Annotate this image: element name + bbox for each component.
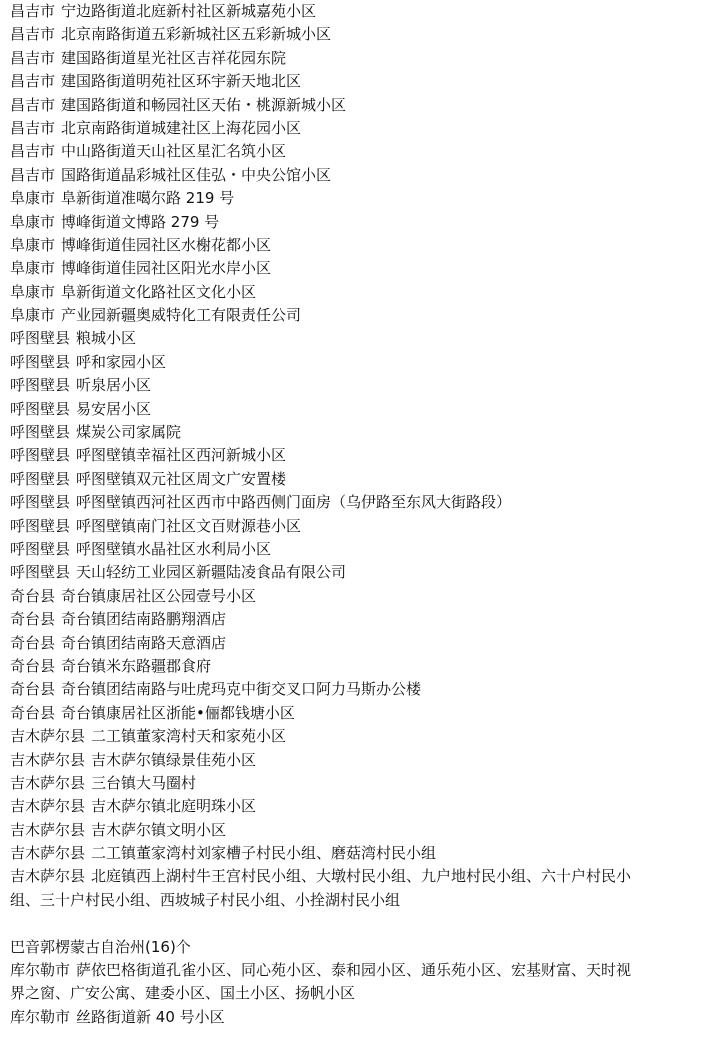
region-name: 库尔勒市 (10, 1007, 71, 1026)
location-text: 呼和家园小区 (76, 352, 167, 371)
list-item (10, 608, 636, 631)
list-item (10, 94, 636, 117)
region-name: 昌吉市 (10, 118, 56, 137)
list-item (10, 70, 636, 93)
location-text: 呼图壁镇水晶社区水利局小区 (76, 539, 272, 558)
region-name: 昌吉市 (10, 72, 56, 91)
list-item (10, 749, 636, 772)
region-name: 奇台县 (10, 680, 56, 699)
location-text: 二工镇董家湾村天和家苑小区 (91, 727, 287, 746)
region-name: 奇台县 (10, 610, 56, 629)
region-name: 吉木萨尔县 (10, 797, 86, 816)
region-name: 吉木萨尔县 (10, 867, 86, 886)
region-name: 呼图壁县 (10, 352, 71, 371)
location-text: 博峰街道佳园社区水榭花都小区 (61, 235, 272, 254)
list-item (10, 538, 636, 561)
region-name: 呼图壁县 (10, 446, 71, 465)
region-name: 昌吉市 (10, 48, 56, 67)
region-name: 阜康市 (10, 189, 56, 208)
list-item (10, 47, 636, 70)
region-name: 奇台县 (10, 703, 56, 722)
list-item (10, 561, 636, 584)
region-name: 吉木萨尔县 (10, 773, 86, 792)
location-text: 建国路街道和畅园社区天佑・桃源新城小区 (61, 95, 347, 114)
region-name: 呼图壁县 (10, 399, 71, 418)
region-name: 呼图壁县 (10, 493, 71, 512)
location-text: 中山路街道天山社区星汇名筑小区 (61, 142, 287, 161)
region-name: 奇台县 (10, 633, 56, 652)
list-item (10, 632, 636, 655)
list-item (10, 0, 636, 23)
region-name: 阜康市 (10, 235, 56, 254)
list-item (10, 1006, 636, 1029)
region-name: 阜康市 (10, 282, 56, 301)
location-text: 易安居小区 (76, 399, 152, 418)
list-item (10, 795, 636, 818)
region-name: 阜康市 (10, 259, 56, 278)
location-text: 奇台镇团结南路与吐虎玛克中街交叉口阿力马斯办公楼 (61, 680, 422, 699)
list-item (10, 842, 636, 865)
location-text: 粮城小区 (76, 329, 137, 348)
location-text: 北庭镇西上湖村牛王宫村民小组、大墩村民小组、九户地村民小组、六十户村民小组、三十户村民小组、西坡城子村民小组、小拴湖村民小组 (10, 867, 632, 909)
list-item (10, 374, 636, 397)
location-text: 产业园新疆奥威特化工有限责任公司 (61, 306, 302, 325)
list-item (10, 655, 636, 678)
region-name: 昌吉市 (10, 165, 56, 184)
list-item (10, 725, 636, 748)
list-item (10, 959, 636, 1006)
location-text: 博峰街道佳园社区阳光水岸小区 (61, 259, 272, 278)
region-name: 奇台县 (10, 586, 56, 605)
region-name: 昌吉市 (10, 25, 56, 44)
location-text: 国路街道晶彩城社区佳弘・中央公馆小区 (61, 165, 332, 184)
entry-list (10, 0, 636, 865)
location-text: 奇台镇团结南路鹏翔酒店 (61, 610, 227, 629)
list-item (10, 398, 636, 421)
list-item (10, 585, 636, 608)
list-item (10, 234, 636, 257)
region-name: 呼图壁县 (10, 539, 71, 558)
region-name: 昌吉市 (10, 95, 56, 114)
section-heading: 巴音郭楞蒙古自治州(16)个 (10, 937, 191, 956)
location-text: 阜新街道准噶尔路 219 号 (61, 189, 235, 208)
list-item (10, 164, 636, 187)
location-text: 天山轻纺工业园区新疆陆凌食品有限公司 (76, 563, 347, 582)
list-item (10, 327, 636, 350)
location-text: 呼图壁镇双元社区周文广安置楼 (76, 469, 287, 488)
list-item (10, 140, 636, 163)
location-text: 三台镇大马圈村 (91, 773, 197, 792)
region-name: 阜康市 (10, 212, 56, 231)
location-text: 听泉居小区 (76, 376, 152, 395)
location-text: 呼图壁镇幸福社区西河新城小区 (76, 446, 287, 465)
list-item (10, 702, 636, 725)
list-item (10, 304, 636, 327)
location-text: 北京南路街道城建社区上海花园小区 (61, 118, 302, 137)
location-text: 奇台镇康居社区浙能•俪都钱塘小区 (61, 703, 295, 722)
location-text: 丝路街道新 40 号小区 (76, 1007, 225, 1026)
list-item (10, 468, 636, 491)
region-name: 呼图壁县 (10, 329, 71, 348)
document-page (10, 0, 636, 1029)
location-text: 博峰街道文博路 279 号 (61, 212, 220, 231)
list-item (10, 678, 636, 701)
list-item (10, 772, 636, 795)
region-name: 奇台县 (10, 656, 56, 675)
location-text: 吉木萨尔镇绿景佳苑小区 (91, 750, 257, 769)
region-name: 吉木萨尔县 (10, 844, 86, 863)
region-name: 呼图壁县 (10, 563, 71, 582)
region-name: 阜康市 (10, 306, 56, 325)
list-item (10, 187, 636, 210)
region-name: 库尔勒市 (10, 961, 71, 980)
list-item (10, 865, 636, 912)
list-item (10, 257, 636, 280)
location-text: 奇台镇康居社区公园壹号小区 (61, 586, 257, 605)
location-text: 阜新街道文化路社区文化小区 (61, 282, 257, 301)
location-text: 煤炭公司家属院 (76, 423, 182, 442)
list-item (10, 211, 636, 234)
location-text: 北京南路街道五彩新城社区五彩新城小区 (61, 25, 332, 44)
list-item (10, 117, 636, 140)
region-name: 呼图壁县 (10, 376, 71, 395)
location-text: 奇台镇团结南路天意酒店 (61, 633, 227, 652)
list-item (10, 819, 636, 842)
location-text: 呼图壁镇南门社区文百财源巷小区 (76, 516, 302, 535)
location-text: 建国路街道明苑社区环宇新天地北区 (61, 72, 302, 91)
region-name: 吉木萨尔县 (10, 750, 86, 769)
list-item (10, 23, 636, 46)
region-name: 昌吉市 (10, 2, 56, 20)
blank-line (10, 912, 636, 935)
location-text: 吉木萨尔镇文明小区 (91, 820, 227, 839)
region-name: 吉木萨尔县 (10, 820, 86, 839)
location-text: 呼图壁镇西河社区西市中路西侧门面房（乌伊路至东风大街路段） (76, 493, 512, 512)
location-text: 二工镇董家湾村刘家槽子村民小组、磨菇湾村民小组 (91, 844, 437, 863)
location-text: 宁边路街道北庭新村社区新城嘉苑小区 (61, 2, 317, 20)
list-item (10, 351, 636, 374)
list-item (10, 491, 636, 514)
region-name: 吉木萨尔县 (10, 727, 86, 746)
region-name: 呼图壁县 (10, 423, 71, 442)
list-item (10, 281, 636, 304)
list-item (10, 421, 636, 444)
region-name: 呼图壁县 (10, 516, 71, 535)
location-text: 吉木萨尔镇北庭明珠小区 (91, 797, 257, 816)
location-text: 萨依巴格街道孔雀小区、同心苑小区、泰和园小区、通乐苑小区、宏基财富、天时视界之窗、广安公寓、建委小区、国土小区、扬帆小区 (10, 961, 632, 1003)
location-text: 奇台镇米东路疆郡食府 (61, 656, 212, 675)
region-name: 昌吉市 (10, 142, 56, 161)
list-item (10, 444, 636, 467)
list-item (10, 515, 636, 538)
location-text: 建国路街道星光社区吉祥花园东院 (61, 48, 287, 67)
region-name: 呼图壁县 (10, 469, 71, 488)
